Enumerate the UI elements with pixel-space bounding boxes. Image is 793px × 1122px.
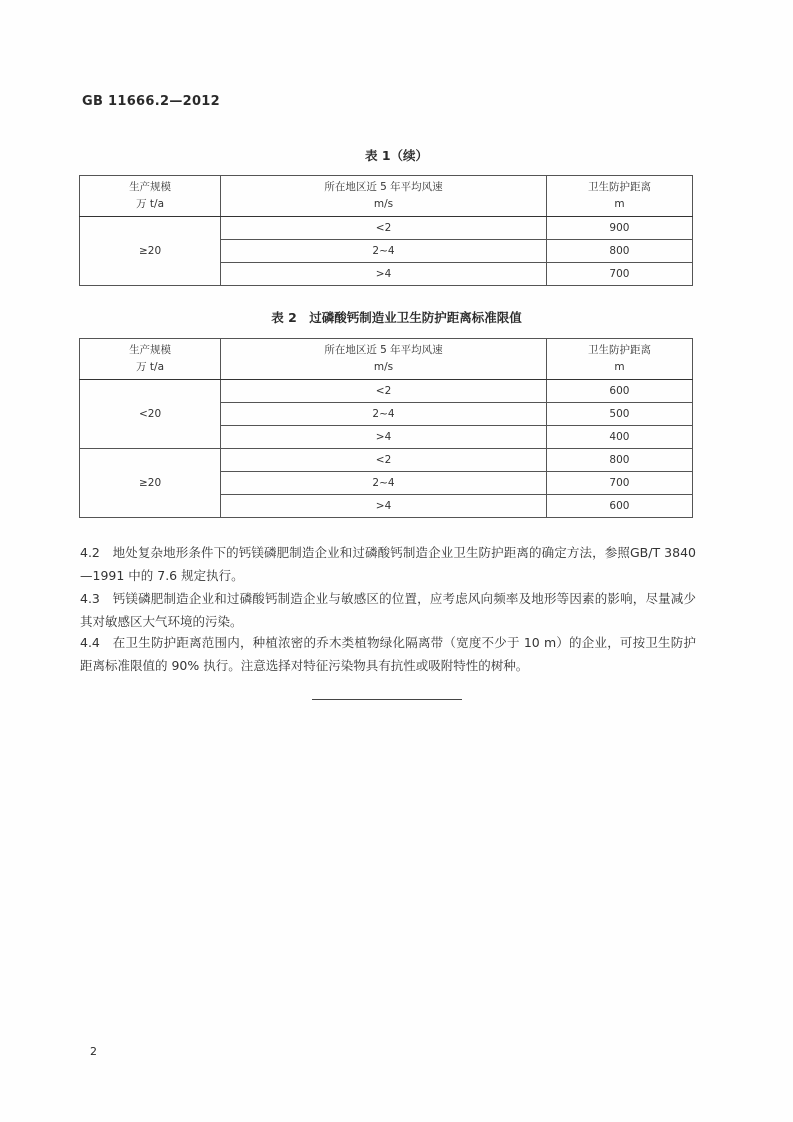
- header-distance-label: 卫生防护距离: [587, 344, 651, 356]
- wind-cell: 2~4: [221, 472, 547, 495]
- header-distance-unit: m: [614, 361, 625, 373]
- table1-header-wind: [221, 176, 547, 217]
- distance-cell: 700: [546, 263, 692, 286]
- table1-header-row: [80, 176, 693, 217]
- table2-header-distance: [546, 339, 692, 380]
- scale-cell: ≥20: [80, 449, 221, 518]
- header-wind-label: 所在地区近 5 年平均风速: [324, 181, 443, 193]
- header-scale-unit: 万 t/a: [136, 361, 165, 373]
- distance-cell: 800: [546, 240, 692, 263]
- scale-cell: ≥20: [80, 217, 221, 286]
- table-row: [80, 217, 693, 240]
- table-row: [80, 380, 693, 403]
- distance-cell: 400: [546, 426, 692, 449]
- header-distance-unit: m: [614, 198, 625, 210]
- clause-4-2: 4.2 地处复杂地形条件下的钙镁磷肥制造企业和过磷酸钙制造企业卫生防护距离的确定方法，参照GB/T 3840—1991 中的 7.6 规定执行。: [80, 545, 696, 583]
- scale-cell: <20: [80, 380, 221, 449]
- header-wind-label: 所在地区近 5 年平均风速: [324, 344, 443, 356]
- table-row: [80, 449, 693, 472]
- wind-cell: >4: [221, 263, 547, 286]
- wind-cell: 2~4: [221, 403, 547, 426]
- distance-cell: 600: [546, 495, 692, 518]
- header-scale-label: 生产规模: [129, 181, 172, 193]
- wind-cell: <2: [221, 449, 547, 472]
- table1-header-scale: [80, 176, 221, 217]
- table2-header-wind: [221, 339, 547, 380]
- clause-4-3: 4.3 钙镁磷肥制造企业和过磷酸钙制造企业与敏感区的位置，应考虑风向频率及地形等因素的影响，尽量减少其对敏感区大气环境的污染。: [80, 591, 696, 629]
- wind-cell: >4: [221, 495, 547, 518]
- table2-caption: 表 2 过磷酸钙制造业卫生防护距离标准限值: [271, 310, 522, 325]
- table2-header-row: [80, 339, 693, 380]
- page-number: 2: [90, 1045, 97, 1058]
- table2: [79, 338, 693, 518]
- header-wind-unit: m/s: [373, 198, 394, 210]
- header-wind-unit: m/s: [373, 361, 394, 373]
- distance-cell: 900: [546, 217, 692, 240]
- header-scale-label: 生产规模: [129, 344, 172, 356]
- distance-cell: 700: [546, 472, 692, 495]
- standard-code: GB 11666.2—2012: [82, 94, 220, 109]
- header-scale-unit: 万 t/a: [136, 198, 165, 210]
- table1-caption: 表 1（续）: [364, 148, 429, 163]
- wind-cell: <2: [221, 380, 547, 403]
- table1-header-distance: [546, 176, 692, 217]
- clause-4-4: 4.4 在卫生防护距离范围内，种植浓密的乔木类植物绿化隔离带（宽度不少于 10 m）的企业，可按卫生防护距离标准限值的 90% 执行。注意选择对特征污染物具有抗性或吸附特性的树种。: [80, 635, 696, 673]
- table1: [79, 175, 693, 286]
- wind-cell: <2: [221, 217, 547, 240]
- table2-header-scale: [80, 339, 221, 380]
- end-rule: [312, 699, 462, 700]
- distance-cell: 600: [546, 380, 692, 403]
- header-distance-label: 卫生防护距离: [587, 181, 651, 193]
- distance-cell: 500: [546, 403, 692, 426]
- wind-cell: 2~4: [221, 240, 547, 263]
- wind-cell: >4: [221, 426, 547, 449]
- distance-cell: 800: [546, 449, 692, 472]
